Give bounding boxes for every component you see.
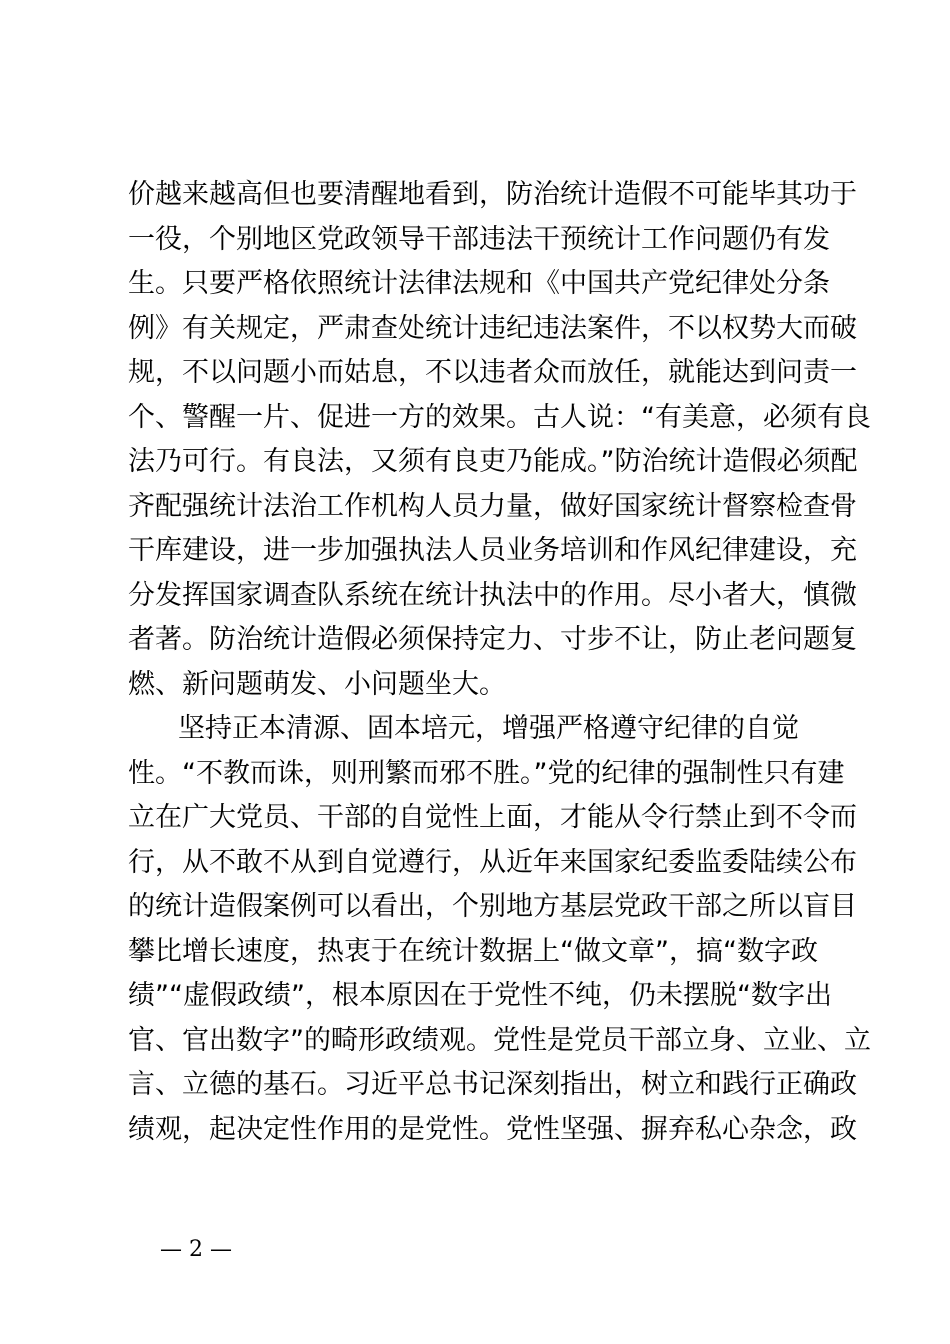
- text-line: 分发挥国家调查队系统在统计执法中的作用。尽小者大，慎微: [128, 579, 857, 611]
- text-line: 性。“不教而诛，则刑繁而邪不胜。”党的纪律的强制性只有建: [128, 757, 845, 789]
- text-line: 个、警醒一片、促进一方的效果。古人说：“有美意，必须有良: [128, 401, 871, 433]
- text-line: 一役，个别地区党政领导干部违法干预统计工作问题仍有发: [128, 223, 830, 255]
- text-line: 干库建设，进一步加强执法人员业务培训和作风纪律建设，充: [128, 535, 857, 566]
- text-line: 言、立德的基石。习近平总书记深刻指出，树立和践行正确政: [128, 1069, 857, 1100]
- text-line: 绩”“虚假政绩”，根本原因在于党性不纯，仍未摆脱“数字出: [128, 980, 832, 1011]
- text-line: 行，从不敢不从到自觉遵行，从近年来国家纪委监委陆续公布: [128, 846, 857, 878]
- text-line: 燃、新问题萌发、小问题坐大。: [128, 668, 506, 700]
- text-line: 的统计造假案例可以看出，个别地方基层党政干部之所以盲目: [128, 891, 857, 922]
- paragraph-first-line: 坚持正本清源、固本培元，增强严格遵守纪律的自觉: [178, 713, 799, 744]
- text-line: 者著。防治统计造假必须保持定力、寸步不让，防止老问题复: [128, 624, 857, 655]
- text-line: 例》有关规定，严肃查处统计违纪违法案件，不以权势大而破: [128, 312, 857, 344]
- body-text: [128, 173, 871, 1152]
- text-line: 齐配强统计法治工作机构人员力量，做好国家统计督察检查骨: [128, 490, 857, 522]
- text-line: 绩观，起决定性作用的是党性。党性坚强、摒弃私心杂念，政: [128, 1113, 857, 1145]
- text-line: 价越来越高但也要清醒地看到，防治统计造假不可能毕其功于: [128, 179, 857, 210]
- text-line: 官、官出数字”的畸形政绩观。党性是党员干部立身、立业、立: [128, 1024, 871, 1056]
- text-line: 立在广大党员、干部的自觉性上面，才能从令行禁止到不令而: [128, 802, 857, 833]
- text-line: 攀比增长速度，热衷于在统计数据上“做文章”，搞“数字政: [128, 935, 818, 967]
- text-line: 生。只要严格依照统计法律法规和《中国共产党纪律处分条: [128, 268, 830, 299]
- text-line: 法乃可行。有良法，又须有良吏乃能成。”防治统计造假必须配: [128, 446, 858, 477]
- page-number: — 2 —: [160, 1237, 232, 1262]
- text-line: 规，不以问题小而姑息，不以违者众而放任，就能达到问责一: [128, 357, 857, 388]
